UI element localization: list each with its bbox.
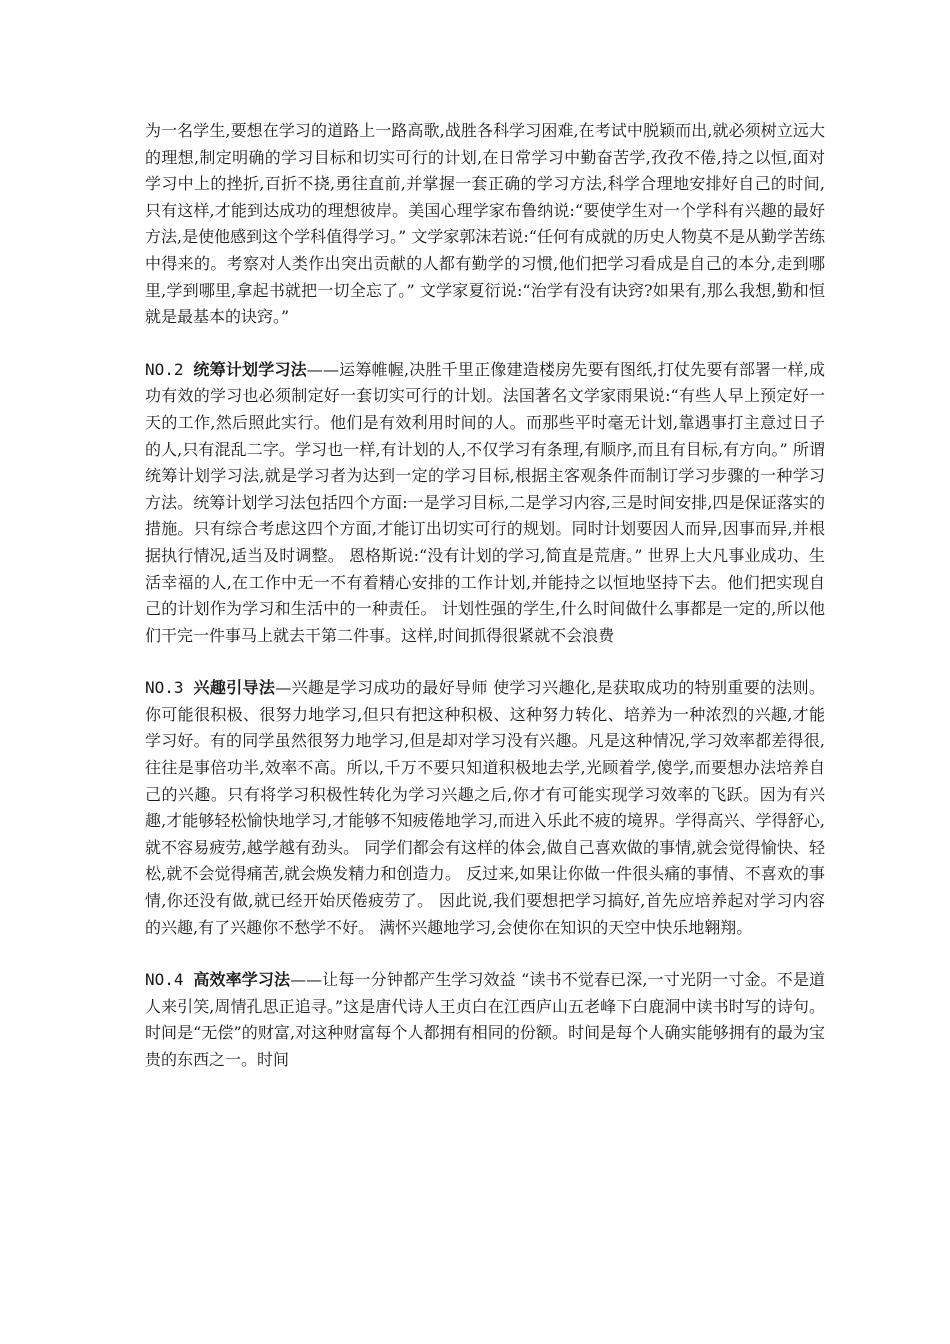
- section-title: 高效率学习法: [193, 970, 291, 990]
- section-title: 兴趣引导法: [193, 678, 276, 698]
- section-body: ——让每一分钟都产生学习效益 “读书不觉春已深,一寸光阴一寸金。不是道人来引笑,周情孔思正追寻。”这是唐代诗人王贞白在江西庐山五老峰下白鹿洞中读书时写的诗句。时间是“无偿”的财富,对这种财富每个人都拥有相同的份额。时间是每个人确实能够拥有的最为宝贵的东西之一。时间: [145, 970, 825, 1069]
- document-page: [145, 118, 825, 1074]
- intro-paragraph: 为一名学生,要想在学习的道路上一路高歌,战胜各科学习困难,在考试中脱颖而出,就必须树立远大的理想,制定明确的学习目标和切实可行的计划,在日常学习中勤奋苦学,孜孜不倦,持之以恒,面对学习中上的挫折,百折不挠,勇往直前,并掌握一套正确的学习方法,科学合理地安排好自己的时间,只有这样,才能到达成功的理想彼岸。美国心理学家布鲁纳说:“要使学生对一个学科有兴趣的最好方法,是使他感到这个学科值得学习。” 文学家郭沫若说:“任何有成就的历史人物莫不是从勤学苦练中得来的。考察对人类作出突出贡献的人都有勤学的习惯,他们把学习看成是自己的本分,走到哪里,学到哪里,拿起书就把一切全忘了。” 文学家夏衍说:“治学有没有诀窍?如果有,那么我想,勤和恒就是最基本的诀窍。”: [145, 121, 825, 327]
- section-number: NO.4: [145, 970, 194, 990]
- section-number: NO.2: [145, 359, 194, 379]
- section-no2: [145, 357, 825, 650]
- section-title: 统筹计划学习法: [193, 359, 307, 379]
- section-number: NO.3: [145, 678, 194, 698]
- section-body: —兴趣是学习成功的最好导师 使学习兴趣化,是获取成功的特别重要的法则。 你可能很积极、很努力地学习,但只有把这种积极、这种努力转化、培养为一种浓烈的兴趣,才能学习好。有的同学虽然很努力地学习,但是却对学习没有兴趣。凡是这种情况,学习效率都差得很,往往是事倍功半,效率不高。所以,千万不要只知道积极地去学,光顾着学,傻学,而要想办法培养自己的兴趣。只有将学习积极性转化为学习兴趣之后,你才有可能实现学习效率的飞跃。因为有兴趣,才能够轻松愉快地学习,才能够不知疲倦地学习,而进入乐此不疲的境界。学得高兴、学得舒心,就不容易疲劳,越学越有劲头。 同学们都会有这样的体会,做自己喜欢做的事情,就会觉得愉快、轻松,就不会觉得痛苦,就会焕发精力和创造力。 反过来,如果让你做一件很头痛的事情、不喜欢的事情,你还没有做,就已经开始厌倦疲劳了。 因此说,我们要想把学习搞好,首先应培养起对学习内容的兴趣,有了兴趣你不愁学不好。 满怀兴趣地学习,会使你在知识的天空中快乐地翱翔。: [145, 678, 825, 937]
- section-no3: [145, 675, 825, 941]
- section-no4: [145, 967, 825, 1073]
- section-body: ——运筹帷幄,决胜千里正像建造楼房先要有图纸,打仗先要有部署一样,成功有效的学习也必须制定好一套切实可行的计划。法国著名文学家雨果说:“有些人早上预定好一天的工作,然后照此实行。他们是有效利用时间的人。而那些平时毫无计划,靠遇事打主意过日子的人,只有混乱二字。学习也一样,有计划的人,不仅学习有条理,有顺序,而且有目标,有方向。” 所谓统筹计划学习法,就是学习者为达到一定的学习目标,根据主客观条件而制订学习步骤的一种学习方法。统筹计划学习法包括四个方面:一是学习目标,二是学习内容,三是时间安排,四是保证落实的措施。只有综合考虑这四个方面,才能订出切实可行的规划。同时计划要因人而异,因事而异,并根据执行情况,适当及时调整。 恩格斯说:“没有计划的学习,简直是荒唐。” 世界上大凡事业成功、生活幸福的人,在工作中无一不有着精心安排的工作计划,并能持之以恒地坚持下去。他们把实现自己的计划作为学习和生活中的一种责任。 计划性强的学生,什么时间做什么事都是一定的,所以他们干完一件事马上就去干第二件事。这样,时间抓得很紧就不会浪费: [145, 359, 825, 645]
